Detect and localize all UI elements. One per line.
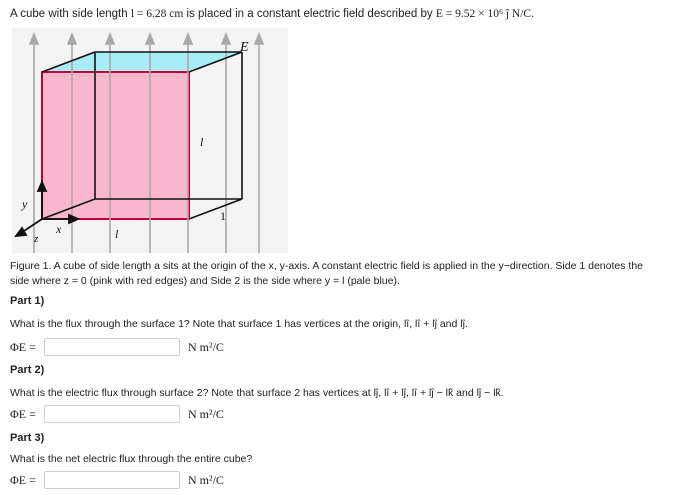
part3-phi-label: ΦE = — [10, 472, 36, 487]
part2-answer-row — [10, 404, 224, 424]
problem-middle: is placed in a constant electric field described by — [186, 8, 433, 20]
part2-phi-label: ΦE = — [10, 406, 36, 421]
figure-caption — [10, 259, 690, 289]
part3-title: Part 3) — [10, 432, 45, 444]
field-expression: E = 9.52 × 10⁶ ĵ N/C. — [435, 8, 534, 20]
y-axis-label: y — [22, 197, 28, 211]
part3-unit: N m²/C — [188, 472, 224, 487]
part1-title: Part 1) — [10, 295, 45, 307]
problem-statement — [10, 8, 534, 20]
edge-label-l: l — [200, 135, 204, 149]
side1-label: 1 — [220, 209, 226, 223]
cube-diagram — [12, 28, 288, 253]
z-axis-label: z — [34, 233, 39, 245]
caption-line-1: Figure 1. A cube of side length a sits at the origin of the x, y-axis. A constant electric field is applied in the y−direction. Side 1 denotes the — [10, 260, 643, 272]
part1-answer-row — [10, 337, 224, 357]
cube-figure — [12, 28, 288, 253]
bottom-l-label: l — [115, 227, 119, 241]
part1-unit: N m²/C — [188, 339, 224, 354]
field-label: E — [240, 40, 249, 55]
side1-face — [42, 72, 189, 219]
part1-answer-input[interactable] — [44, 338, 180, 356]
x-axis-label: x — [56, 222, 62, 236]
part1-question: What is the flux through the surface 1? Note that surface 1 has vertices at the origin, lî, lî + lĵ and lĵ. — [10, 318, 468, 330]
part1-phi-label: ΦE = — [10, 339, 36, 354]
part2-title: Part 2) — [10, 364, 45, 376]
part2-unit: N m²/C — [188, 406, 224, 421]
part3-answer-row — [10, 470, 224, 490]
part2-answer-input[interactable] — [44, 405, 180, 423]
part3-question: What is the net electric flux through the entire cube? — [10, 453, 253, 465]
part2-question: What is the electric flux through surface 2? Note that surface 2 has vertices at lĵ, lî + lĵ, lî + lĵ − lk̂ and lĵ − lk̂. — [10, 387, 504, 399]
caption-line-2: side where z = 0 (pink with red edges) and Side 2 is the side where y = l (pale blue). — [10, 275, 400, 287]
length-expression: l = 6.28 cm — [130, 8, 184, 20]
problem-prefix: A cube with side length — [10, 8, 128, 20]
part3-answer-input[interactable] — [44, 471, 180, 489]
